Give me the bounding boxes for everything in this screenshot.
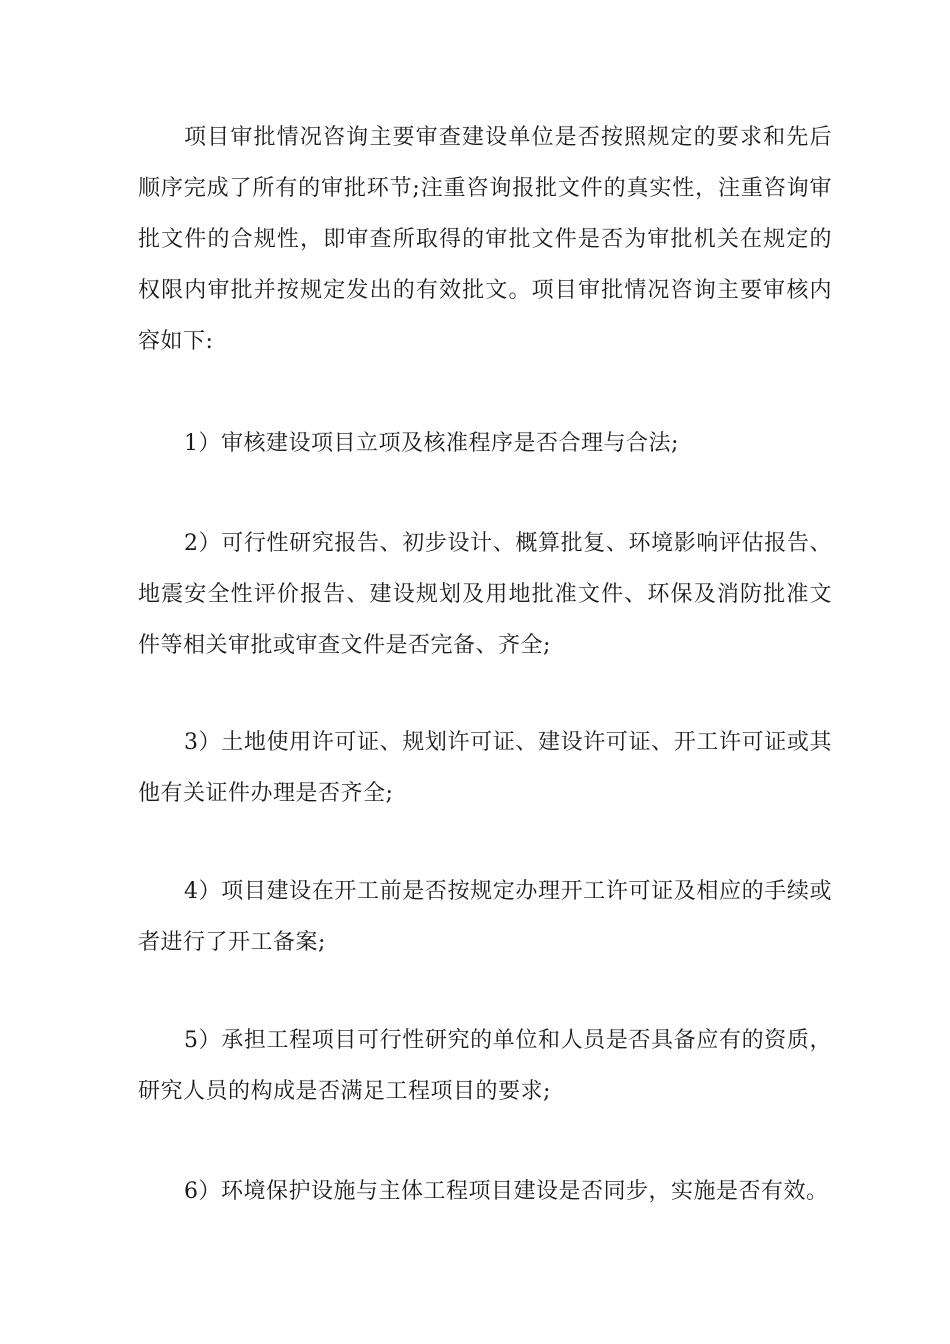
list-item: 3）土地使用许可证、规划许可证、建设许可证、开工许可证或其他有关证件办理是否齐全; — [138, 730, 832, 806]
list-item: 4）项目建设在开工前是否按规定办理开工许可证及相应的手续或者进行了开工备案; — [138, 879, 832, 955]
list-item: 2）可行性研究报告、初步设计、概算批复、环境影响评估报告、地震安全性评价报告、建设规划及用地批准文件、环保及消防批准文件等相关审批或审查文件是否完备、齐全; — [138, 531, 832, 658]
list-item: 5）承担工程项目可行性研究的单位和人员是否具备应有的资质，研究人员的构成是否满足工程项目的要求; — [138, 1028, 832, 1104]
intro-paragraph: 项目审批情况咨询主要审查建设单位是否按照规定的要求和先后顺序完成了所有的审批环节;注重咨询报批文件的真实性，注重咨询审批文件的合规性，即审查所取得的审批文件是否为审批机关在规定的权限内审批并按规定发出的有效批文。项目审批情况咨询主要审核内容如下: — [138, 125, 832, 354]
list-item: 6）环境保护设施与主体工程项目建设是否同步，实施是否有效。 — [184, 1179, 829, 1204]
list-item: 1）审核建设项目立项及核准程序是否合理与合法; — [184, 431, 679, 456]
